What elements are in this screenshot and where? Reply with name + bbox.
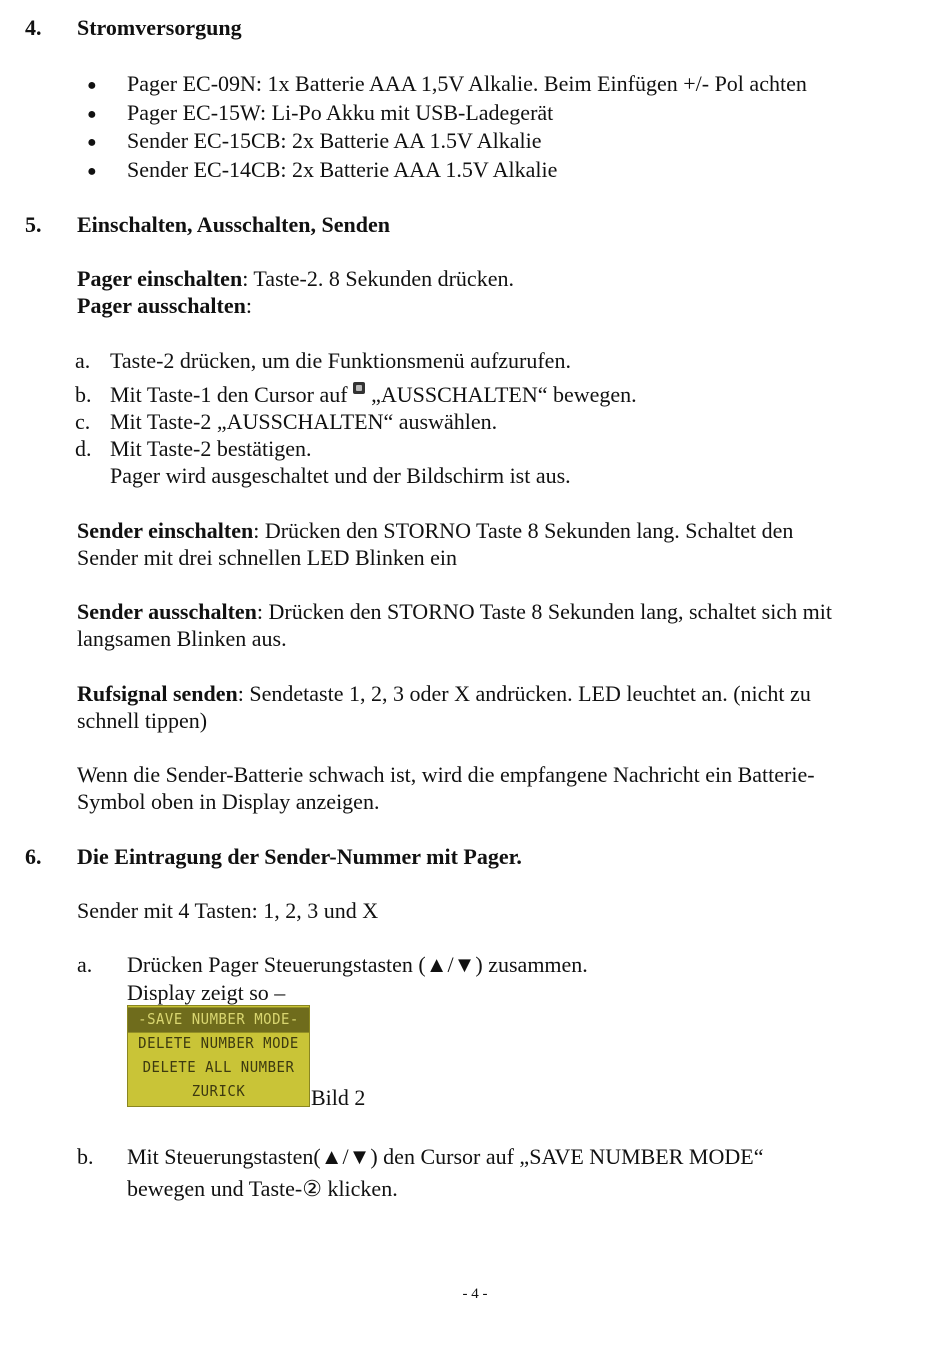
pager-on-text: : Taste-2. 8 Sekunden drücken. — [242, 266, 514, 291]
bullet-icon: ● — [87, 77, 97, 94]
step-text: Mit Taste-2 bestätigen. — [110, 436, 312, 461]
section-4-title: Stromversorgung — [77, 15, 242, 40]
step-text — [110, 381, 637, 409]
pager-on-line — [77, 265, 514, 293]
step-marker: c. — [75, 409, 91, 434]
step-marker: b. — [75, 382, 92, 407]
sender-off-text-2: langsamen Blinken aus. — [77, 626, 287, 651]
step-text: Mit Steuerungstasten(▲/▼) den Cursor auf „SAVE NUMBER MODE“ — [127, 1144, 764, 1169]
section-5-title: Einschalten, Ausschalten, Senden — [77, 212, 390, 237]
sender-on-line — [77, 517, 793, 545]
pager-off-line — [77, 292, 252, 320]
pager-display-image — [127, 1005, 310, 1107]
sender-off-label: Sender ausschalten — [77, 599, 257, 624]
section-5-number: 5. — [25, 212, 42, 237]
section-6-number: 6. — [25, 844, 42, 869]
ruf-text: : Sendetaste 1, 2, 3 oder X andrücken. LED leuchtet an. (nicht zu — [237, 681, 811, 706]
sender-on-label: Sender einschalten — [77, 518, 254, 543]
pager-on-label: Pager einschalten — [77, 266, 243, 291]
ruf-label: Rufsignal senden — [77, 681, 238, 706]
step-text-after: „AUSSCHALTEN“ bewegen. — [371, 382, 637, 407]
sender-on-text-2: Sender mit drei schnellen LED Blinken ein — [77, 545, 458, 570]
power-menu-icon — [353, 382, 365, 394]
list-item: Sender EC-14CB: 2x Batterie AAA 1.5V Alkalie — [127, 157, 558, 182]
sender-off-text: : Drücken den STORNO Taste 8 Sekunden lang, schaltet sich mit — [256, 599, 832, 624]
sender-off-line — [77, 598, 832, 626]
pager-off-text: : — [245, 293, 252, 318]
step-text: Taste-2 drücken, um die Funktionsmenü aufzurufen. — [110, 348, 571, 373]
list-item: Pager EC-09N: 1x Batterie AAA 1,5V Alkalie. Beim Einfügen +/- Pol achten — [127, 71, 807, 96]
battery-text-1: Wenn die Sender-Batterie schwach ist, wird die empfangene Nachricht ein Batterie- — [77, 762, 815, 787]
step-marker: d. — [75, 436, 92, 461]
lcd-row: ZURICK — [191, 1083, 246, 1101]
step-text-continued: bewegen und Taste-② klicken. — [127, 1176, 398, 1201]
ruf-text-2: schnell tippen) — [77, 708, 208, 733]
step-marker: b. — [77, 1144, 94, 1169]
bullet-icon: ● — [87, 134, 97, 151]
step-text: Drücken Pager Steuerungstasten (▲/▼) zusammen. — [127, 952, 588, 977]
step-text-continued: Pager wird ausgeschaltet und der Bildschirm ist aus. — [110, 463, 571, 488]
lcd-row: DELETE NUMBER MODE — [138, 1035, 299, 1053]
battery-text-2: Symbol oben in Display anzeigen. — [77, 789, 380, 814]
step-marker: a. — [75, 348, 91, 373]
section-4-number: 4. — [25, 15, 42, 40]
step-marker: a. — [77, 952, 93, 977]
step-text-before: Mit Taste-1 den Cursor auf — [110, 382, 354, 407]
bullet-icon: ● — [87, 163, 97, 180]
lcd-row-selected: -SAVE NUMBER MODE- — [128, 1007, 309, 1032]
page-number: - 4 - — [462, 1286, 488, 1302]
figure-caption: Bild 2 — [311, 1085, 366, 1110]
list-item: Sender EC-15CB: 2x Batterie AA 1.5V Alkalie — [127, 128, 542, 153]
section-6-title: Die Eintragung der Sender-Nummer mit Pager. — [77, 844, 522, 869]
pager-off-label: Pager ausschalten — [77, 293, 246, 318]
step-text-continued: Display zeigt so – — [127, 980, 286, 1005]
step-text: Mit Taste-2 „AUSSCHALTEN“ auswählen. — [110, 409, 498, 434]
list-item: Pager EC-15W: Li-Po Akku mit USB-Ladegerät — [127, 100, 554, 125]
section-6-intro: Sender mit 4 Tasten: 1, 2, 3 und X — [77, 898, 379, 923]
sender-on-text: : Drücken den STORNO Taste 8 Sekunden lang. Schaltet den — [253, 518, 794, 543]
ruf-line — [77, 680, 811, 708]
bullet-icon: ● — [87, 106, 97, 123]
lcd-row: DELETE ALL NUMBER — [142, 1059, 295, 1077]
